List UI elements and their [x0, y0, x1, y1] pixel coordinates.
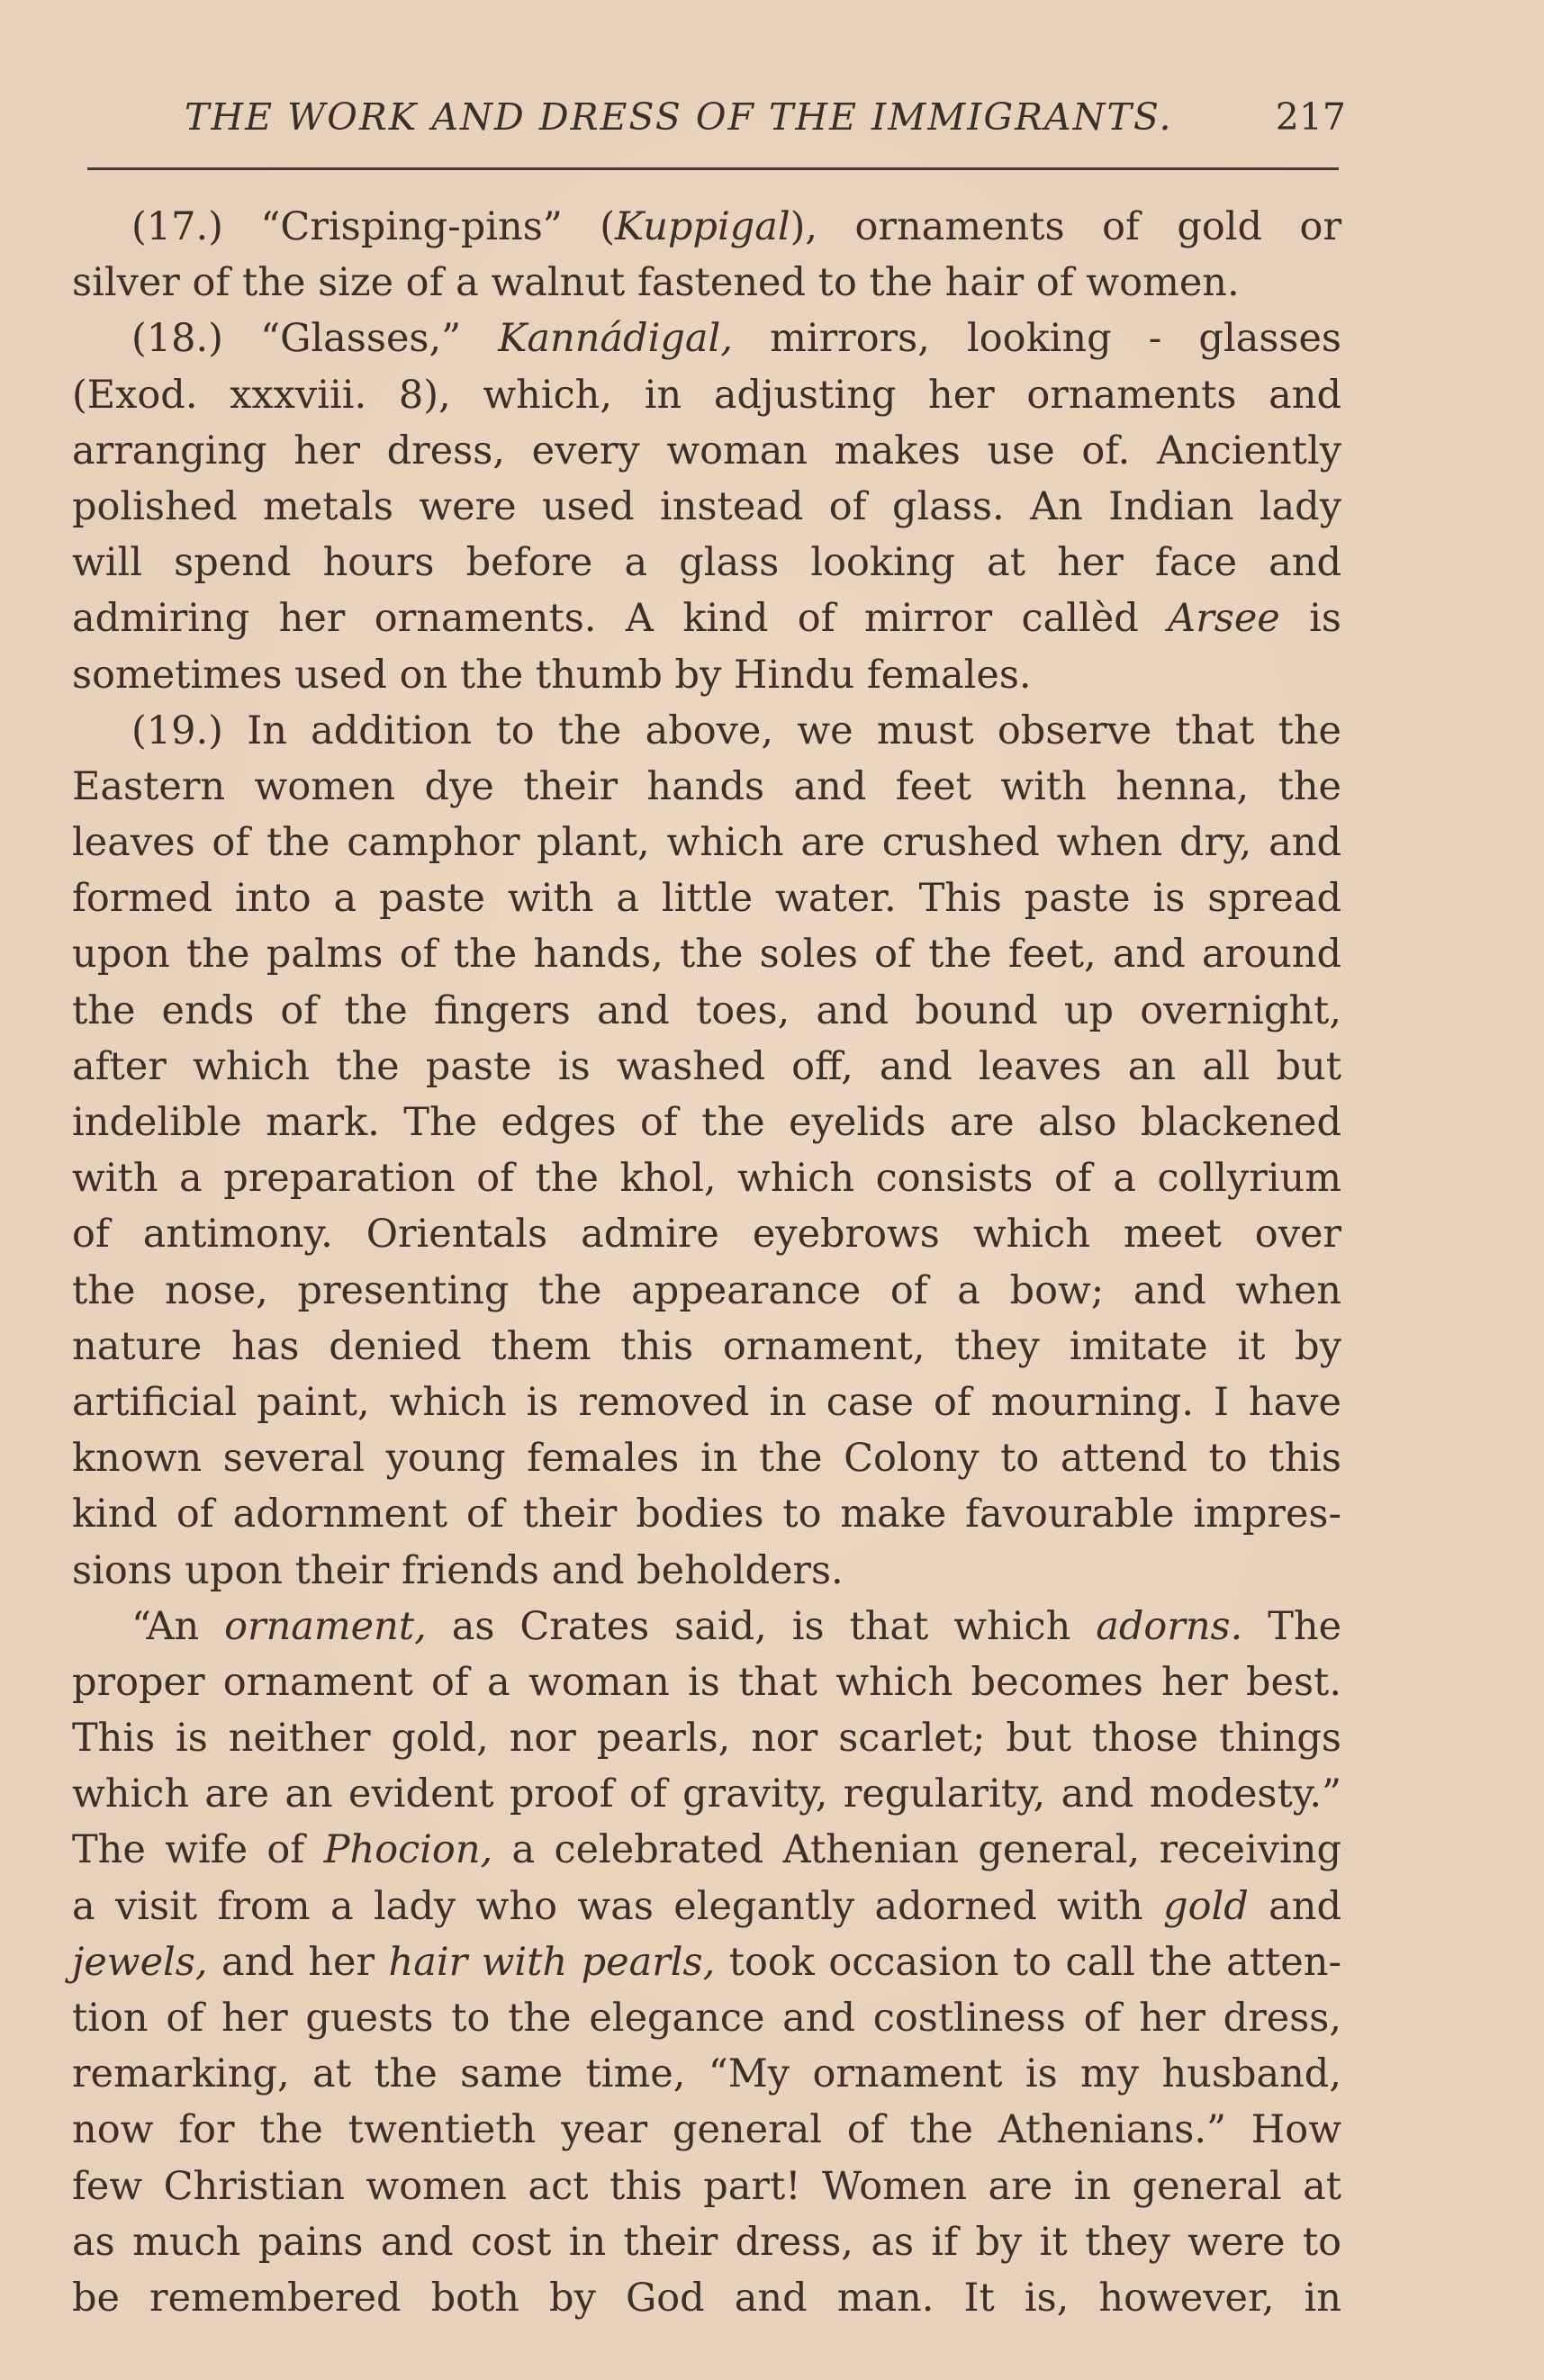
- text-line: indelible mark. The edges of the eyelids are also blackened: [72, 1100, 1341, 1145]
- text-line: be remembered both by God and man. It is, however, in: [72, 2275, 1341, 2321]
- text-line: Eastern women dye their hands and feet with henna, the: [72, 763, 1341, 809]
- italic-run: gold: [1163, 1883, 1249, 1929]
- italic-run: Arsee: [1168, 596, 1280, 642]
- italic-run: ornament,: [224, 1603, 427, 1649]
- text-line: known several young females in the Colony to attend to this: [72, 1436, 1341, 1482]
- body-text: [72, 199, 1341, 2326]
- text-line: as much pains and cost in their dress, as if by it they were to: [72, 2219, 1341, 2265]
- text-line: [72, 199, 1341, 255]
- text-run: a celebrated Athenian general, receiving: [492, 1827, 1341, 1873]
- text-line: remarking, at the same time, “My ornament is my husband,: [72, 2051, 1341, 2097]
- paragraph-19: [72, 703, 1341, 1599]
- italic-run: jewels,: [72, 1939, 208, 1985]
- text-line: kind of adornment of their bodies to make favourable impres-: [72, 1492, 1341, 1537]
- text-line: [72, 1879, 1341, 1934]
- text-run: as Crates said, is that which: [426, 1603, 1097, 1649]
- text-run: and her: [207, 1939, 389, 1985]
- text-line: sometimes used on the thumb by Hindu females.: [72, 652, 1032, 698]
- text-line: the ends of the fingers and toes, and bound up overnight,: [72, 987, 1341, 1033]
- running-head: [185, 90, 1346, 153]
- text-line: silver of the size of a walnut fastened to the hair of women.: [72, 260, 1240, 306]
- page-number: 217: [1275, 95, 1346, 139]
- text-line: [72, 311, 1341, 366]
- text-run: took occasion to call the atten-: [715, 1939, 1341, 1985]
- text-line: proper ornament of a woman is that which becomes her best.: [72, 1659, 1341, 1705]
- text-line: after which the paste is washed off, and leaves an all but: [72, 1043, 1341, 1089]
- text-run: is: [1279, 596, 1341, 642]
- text-line: (19.) In addition to the above, we must observe that the: [131, 708, 1341, 753]
- text-line: the nose, presenting the appearance of a bow; and when: [72, 1267, 1341, 1313]
- text-line: nature has denied them this ornament, they imitate it by: [72, 1323, 1341, 1369]
- text-line: upon the palms of the hands, the soles of the feet, and around: [72, 932, 1341, 978]
- italic-run: Kannádigal,: [498, 316, 733, 362]
- text-line: of antimony. Orientals admire eyebrows which meet over: [72, 1212, 1341, 1258]
- text-run: “An: [131, 1603, 225, 1649]
- italic-run: Phocion,: [323, 1827, 493, 1873]
- text-line: leaves of the camphor plant, which are crushed when dry, and: [72, 820, 1341, 866]
- text-run: The wife of: [72, 1827, 324, 1873]
- text-line: with a preparation of the khol, which consists of a collyrium: [72, 1156, 1341, 1202]
- italic-run: hair with pearls,: [388, 1939, 716, 1985]
- text-run: (17.) “Crisping-pins” (: [131, 204, 616, 249]
- text-run: The: [1242, 1603, 1342, 1649]
- header-rule: [87, 167, 1339, 170]
- text-line: formed into a paste with a little water. This paste is spread: [72, 876, 1341, 922]
- italic-run: Kuppigal: [615, 204, 790, 249]
- text-line: [72, 1599, 1341, 1654]
- text-line: [72, 590, 1341, 646]
- text-run: admiring her ornaments. A kind of mirror callèd: [72, 596, 1169, 642]
- text-line: [72, 1822, 1341, 1878]
- text-line: sions upon their friends and beholders.: [72, 1547, 844, 1593]
- paragraph-18: [72, 311, 1341, 702]
- running-title: THE WORK AND DRESS OF THE IMMIGRANTS.: [185, 95, 1173, 139]
- text-run: mirrors, looking - glasses: [732, 316, 1341, 362]
- text-line: artificial paint, which is removed in case of mourning. I have: [72, 1379, 1341, 1425]
- paragraph-17: [72, 199, 1341, 311]
- italic-run: adorns.: [1096, 1603, 1243, 1649]
- text-run: a visit from a lady who was elegantly adorned with: [72, 1883, 1164, 1929]
- text-line: polished metals were used instead of glass. An Indian lady: [72, 483, 1341, 529]
- text-line: [72, 1934, 1341, 1990]
- text-line: (Exod. xxxviii. 8), which, in adjusting her ornaments and: [72, 372, 1341, 418]
- text-run: (18.) “Glasses,”: [131, 316, 499, 362]
- text-line: arranging her dress, every woman makes use of. Anciently: [72, 428, 1341, 473]
- text-run: and: [1248, 1883, 1341, 1929]
- paragraph-20: [72, 1599, 1341, 2326]
- text-line: tion of her guests to the elegance and costliness of her dress,: [72, 1996, 1341, 2041]
- text-line: few Christian women act this part! Women are in general at: [72, 2163, 1341, 2209]
- text-line: now for the twentieth year general of the Athenians.” How: [72, 2107, 1341, 2153]
- text-line: This is neither gold, nor pearls, nor scarlet; but those things: [72, 1716, 1341, 1762]
- text-line: will spend hours before a glass looking at her face and: [72, 540, 1341, 586]
- text-line: which are an evident proof of gravity, regularity, and modesty.”: [72, 1771, 1341, 1817]
- text-run: ), ornaments of gold or: [790, 204, 1342, 249]
